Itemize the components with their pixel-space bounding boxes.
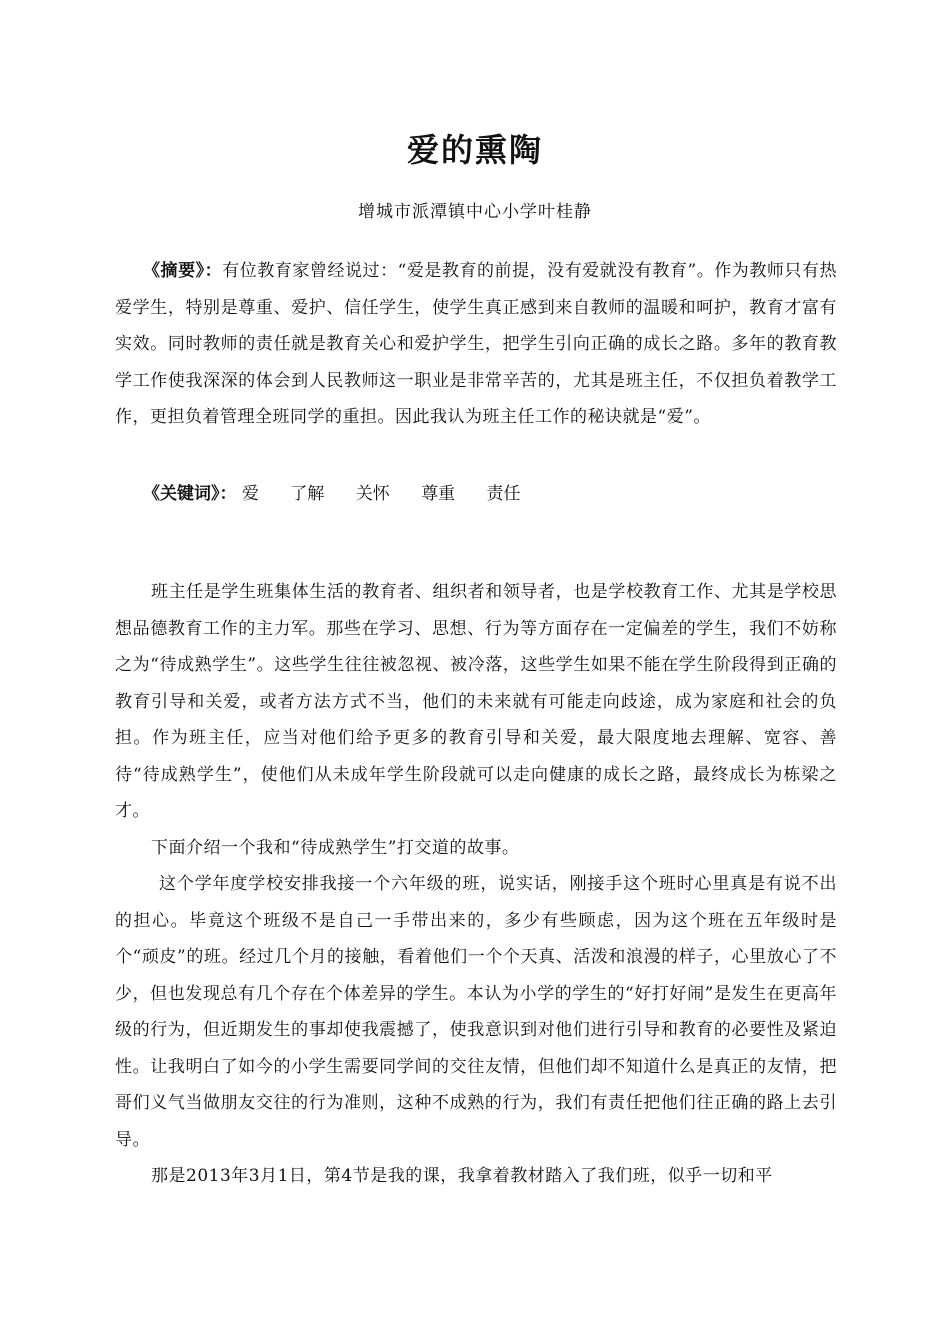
body-paragraph: 这个学年度学校安排我接一个六年级的班，说实话，刚接手这个班时心里真是有说不出的担心。毕竟这个班级不是自己一手带出来的，多少有些顾虑，因为这个班在五年级时是个“顽皮”的班。经过几个月的接触，看着他们一个个天真、活泼和浪漫的样子，心里放心了不少，但也发现总有几个存在个体差异的学生。本认为小学的学生的“好打好闹”是发生在更高年级的行为，但近期发生的事却使我震撼了，使我意识到对他们进行引导和教育的必要性及紧迫性。让我明白了如今的小学生需要同学间的交往友情，但他们却不知道什么是真正的友情，把哥们义气当做朋友交往的行为准则，这种不成熟的行为，我们有责任把他们往正确的路上去引导。: [115, 874, 837, 1150]
abstract-label: 《摘要》：: [143, 261, 223, 281]
keyword-item: 爱: [241, 484, 259, 504]
keyword-item: 关怀: [355, 484, 390, 504]
document-title: 爱的熏陶: [406, 131, 543, 169]
body-paragraph: 下面介绍一个我和“待成熟学生”打交道的故事。: [151, 837, 520, 858]
keyword-item: 尊重: [421, 484, 456, 504]
keyword-item: 责任: [486, 484, 521, 504]
body-paragraph: 班主任是学生班集体生活的教育者、组织者和领导者，也是学校教育工作、尤其是学校思想品德教育工作的主力军。那些在学习、思想、行为等方面存在一定偏差的学生，我们不妨称之为“待成熟学生”。这些学生往往被忽视、被冷落，这些学生如果不能在学生阶段得到正确的教育引导和关爱，或者方法方式不当，他们的未来就有可能走向歧途，成为家庭和社会的负担。作为班主任，应当对他们给予更多的教育引导和关爱，最大限度地去理解、宽容、善待“待成熟学生”，使他们从未成年学生阶段就可以走向健康的成长之路，最终成长为栋梁之才。: [115, 582, 837, 821]
keyword-item: 了解: [290, 484, 325, 504]
keywords-label: 《关键词》：: [143, 484, 237, 504]
abstract-text: 有位教育家曾经说过：“爱是教育的前提，没有爱就没有教育”。作为教师只有热爱学生，特别是尊重、爱护、信任学生，使学生真正感到来自教师的温暖和呵护，教育才富有实效。同时教师的责任就是教育关心和爱护学生，把学生引向正确的成长之路。多年的教育教学工作使我深深的体会到人民教师这一职业是非常辛苦的，尤其是班主任，不仅担负着教学工作，更担负着管理全班同学的重担。因此我认为班主任工作的秘诀就是“爱”。: [115, 261, 837, 427]
author-line: 增城市派潭镇中心小学叶桂静: [358, 202, 592, 222]
body-text: [115, 574, 837, 1195]
keywords-line: [143, 476, 547, 512]
abstract-paragraph: [115, 253, 837, 436]
body-paragraph: 那是2013年3月1日，第4节是我的课，我拿着教材踏入了我们班，似乎一切和平: [151, 1166, 773, 1186]
